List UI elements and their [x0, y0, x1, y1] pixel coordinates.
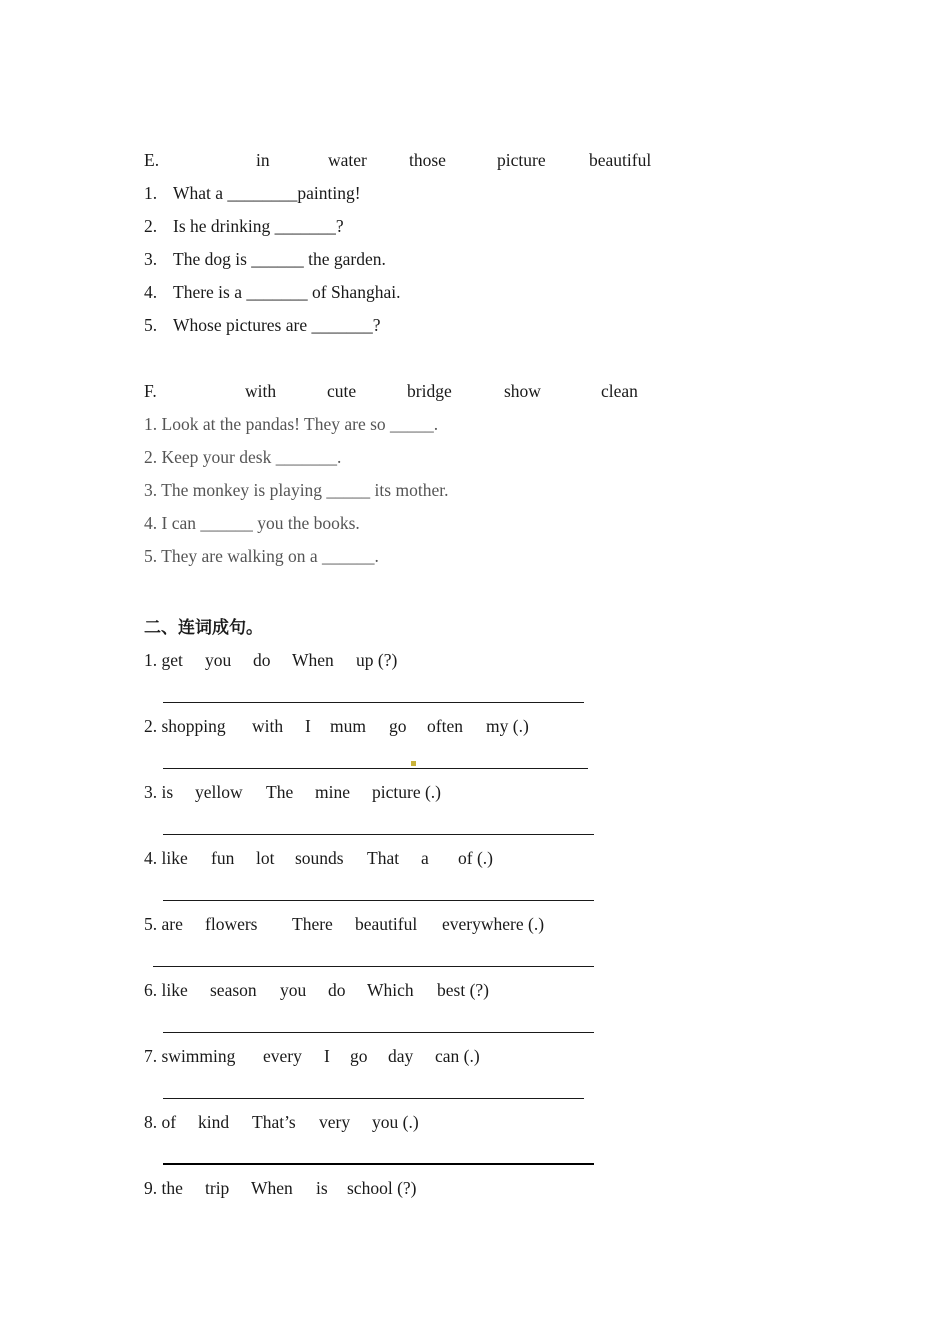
question-number: 2.: [144, 216, 158, 236]
scramble-word: 8. of: [144, 1112, 177, 1132]
scramble-item: [0, 1046, 950, 1068]
word-bank-item: with: [245, 381, 277, 401]
question-text: Whose pictures are _______?: [173, 315, 381, 335]
scramble-word: mine: [315, 782, 350, 802]
scramble-word: That: [367, 848, 400, 868]
word-bank-item: show: [504, 381, 541, 401]
scramble-word: you (.): [372, 1112, 419, 1132]
scramble-word: do: [253, 650, 271, 670]
scramble-word: The: [266, 782, 294, 802]
scramble-item: [0, 980, 950, 1002]
answer-line[interactable]: [163, 1032, 594, 1033]
word-bank-item: cute: [327, 381, 357, 401]
word-bank-item: bridge: [407, 381, 452, 401]
scramble-word: school (?): [347, 1178, 417, 1198]
scramble-word: 9. the: [144, 1178, 183, 1198]
scramble-word: every: [263, 1046, 302, 1066]
scramble-word: with: [252, 716, 284, 736]
scramble-word: day: [388, 1046, 414, 1066]
section-e-question: [144, 282, 400, 303]
scramble-item: [0, 782, 950, 804]
scramble-word: beautiful: [355, 914, 418, 934]
question-text: Is he drinking _______?: [173, 216, 344, 236]
scramble-word: lot: [256, 848, 275, 868]
scramble-word: go: [350, 1046, 368, 1066]
scramble-word: trip: [205, 1178, 230, 1198]
section-e-word-bank: [0, 150, 950, 172]
section-f-label: F.: [144, 381, 157, 401]
scramble-word: do: [328, 980, 346, 1000]
section-heading: 二、连词成句。: [144, 618, 263, 638]
word-bank-item: in: [256, 150, 270, 170]
word-bank-item: water: [328, 150, 367, 170]
scramble-item: [0, 1112, 950, 1134]
scramble-word: 5. are: [144, 914, 183, 934]
scramble-word: flowers: [205, 914, 258, 934]
section-f-question: 2. Keep your desk _______.: [144, 447, 342, 467]
scramble-word: 4. like: [144, 848, 188, 868]
section-e-question: [144, 216, 344, 237]
answer-line[interactable]: [163, 702, 584, 703]
scramble-word: is: [316, 1178, 328, 1198]
scramble-word: Which: [367, 980, 414, 1000]
word-bank-item: those: [409, 150, 446, 170]
word-bank-item: picture: [497, 150, 546, 170]
scramble-word: mum: [330, 716, 366, 736]
scramble-word: everywhere (.): [442, 914, 545, 934]
section-f-question: 5. They are walking on a ______.: [144, 546, 379, 566]
scramble-word: of (.): [458, 848, 493, 868]
scramble-word: 1. get: [144, 650, 183, 670]
scramble-word: 3. is: [144, 782, 174, 802]
answer-line[interactable]: [163, 768, 588, 769]
scramble-word: 7. swimming: [144, 1046, 236, 1066]
answer-line[interactable]: [153, 966, 594, 967]
question-text: What a ________painting!: [173, 183, 361, 203]
cursor-marker: [411, 761, 416, 766]
word-bank-item: clean: [601, 381, 638, 401]
scramble-word: up (?): [356, 650, 398, 670]
scramble-item: [0, 650, 950, 672]
section-f-question: 3. The monkey is playing _____ its mother.: [144, 480, 449, 500]
question-number: 5.: [144, 315, 158, 335]
section-e-question: [144, 183, 361, 204]
scramble-word: go: [389, 716, 407, 736]
scramble-word: fun: [211, 848, 235, 868]
scramble-word: you: [205, 650, 232, 670]
answer-line[interactable]: [163, 1163, 594, 1165]
scramble-word: kind: [198, 1112, 230, 1132]
scramble-item: [0, 1178, 950, 1200]
scramble-word: 2. shopping: [144, 716, 226, 736]
scramble-word: a: [421, 848, 429, 868]
scramble-word: picture (.): [372, 782, 441, 802]
scramble-word: When: [251, 1178, 293, 1198]
scramble-word: often: [427, 716, 463, 736]
scramble-word: season: [210, 980, 257, 1000]
answer-line[interactable]: [163, 900, 594, 901]
word-bank-item: beautiful: [589, 150, 652, 170]
scramble-word: sounds: [295, 848, 344, 868]
section-e-question: [144, 315, 381, 336]
scramble-word: I: [324, 1046, 330, 1066]
scramble-item: [0, 914, 950, 936]
scramble-word: I: [305, 716, 311, 736]
question-text: There is a _______ of Shanghai.: [173, 282, 401, 302]
answer-line[interactable]: [163, 1098, 584, 1099]
scramble-word: my (.): [486, 716, 529, 736]
scramble-word: you: [280, 980, 307, 1000]
section-e-label: E.: [144, 150, 160, 170]
section-e-question: [144, 249, 386, 270]
scramble-word: very: [319, 1112, 351, 1132]
scramble-item: [0, 848, 950, 870]
answer-line[interactable]: [163, 834, 594, 835]
question-number: 3.: [144, 249, 158, 269]
scramble-word: When: [292, 650, 334, 670]
scramble-item: [0, 716, 950, 738]
scramble-word: yellow: [195, 782, 243, 802]
question-number: 4.: [144, 282, 158, 302]
question-number: 1.: [144, 183, 158, 203]
section-f-question: 1. Look at the pandas! They are so _____.: [144, 414, 439, 434]
scramble-word: 6. like: [144, 980, 188, 1000]
scramble-word: can (.): [435, 1046, 480, 1066]
section-f-word-bank: [0, 381, 950, 403]
scramble-word: There: [292, 914, 333, 934]
scramble-word: best (?): [437, 980, 489, 1000]
scramble-word: That’s: [252, 1112, 296, 1132]
question-text: The dog is ______ the garden.: [173, 249, 386, 269]
section-f-question: 4. I can ______ you the books.: [144, 513, 360, 533]
